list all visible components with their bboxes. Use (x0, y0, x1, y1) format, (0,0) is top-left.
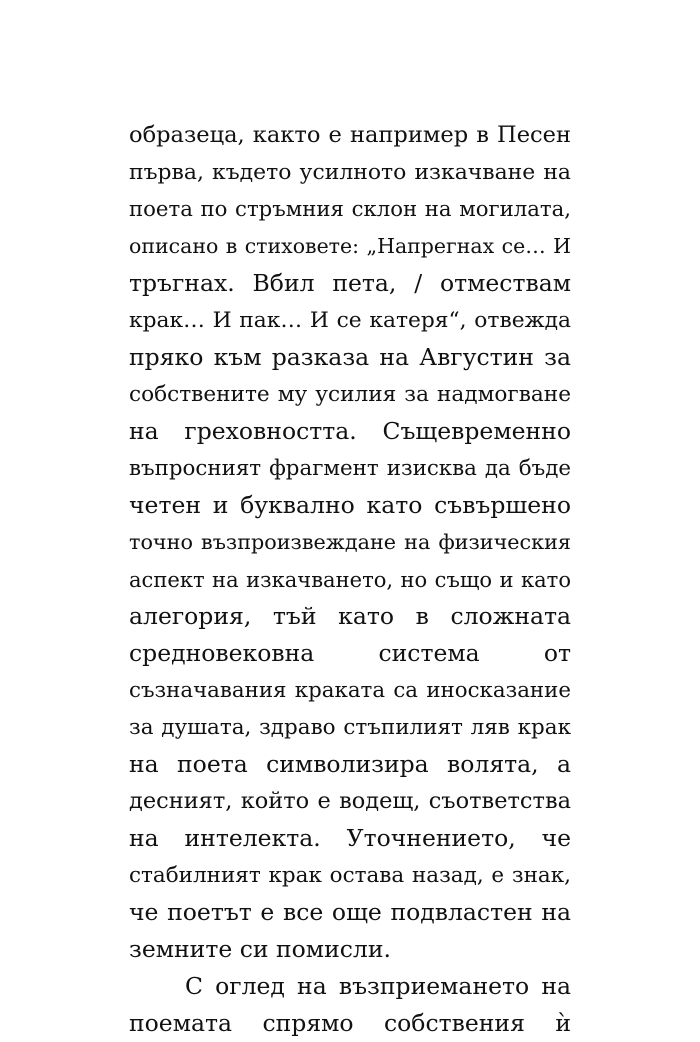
text-line-15: средновековна система от (129, 639, 571, 667)
text-line-25: поемата спрямо собствения ѝ (129, 1009, 571, 1037)
text-line-12: точно възпроизвеждане на физическия (129, 530, 571, 554)
text-line-6: крак… И пак… И се катеря“, отвежда (129, 308, 571, 333)
text-line-4: описано в стиховете: „Напрегнах се… И (129, 234, 571, 258)
text-line-17: за душата, здраво стъпилият ляв крак (129, 715, 571, 740)
text-line-21: стабилният крак остава назад, е знак, (129, 863, 571, 888)
text-line-13: аспект на изкачването, но също и като (129, 567, 571, 592)
text-line-20: на интелекта. Уточнението, че (129, 824, 571, 852)
text-line-14: алегория, тъй като в сложната (129, 602, 571, 630)
text-line-5: тръгнах. Вбил пета, / отмествам (129, 269, 571, 297)
text-line-23: земните си помисли. (129, 935, 391, 963)
text-line-7: пряко към разказа на Августин за (129, 343, 571, 371)
text-line-22: че поетът е все още подвластен на (129, 898, 571, 926)
text-line-8: собствените му усилия за надмогване (129, 382, 571, 407)
text-line-18: на поета символизира волята, а (129, 750, 571, 778)
text-line-10: въпросният фрагмент изисква да бъде (129, 456, 571, 481)
body-text (129, 117, 571, 1042)
text-line-16: съзначавания краката са иносказание (129, 678, 571, 703)
text-line-11: четен и буквално като съвършено (129, 491, 571, 519)
text-line-3: поета по стръмния склон на могилата, (129, 197, 571, 222)
text-line-2: първа, където усилното изкачване на (129, 160, 571, 185)
text-line-1: образеца, както е например в Песен (129, 122, 571, 148)
text-line-9: на греховността. Същевременно (129, 417, 571, 445)
text-line-24: С оглед на възприемането на (185, 972, 571, 1000)
text-line-19: десният, който е водещ, съответства (129, 788, 571, 814)
